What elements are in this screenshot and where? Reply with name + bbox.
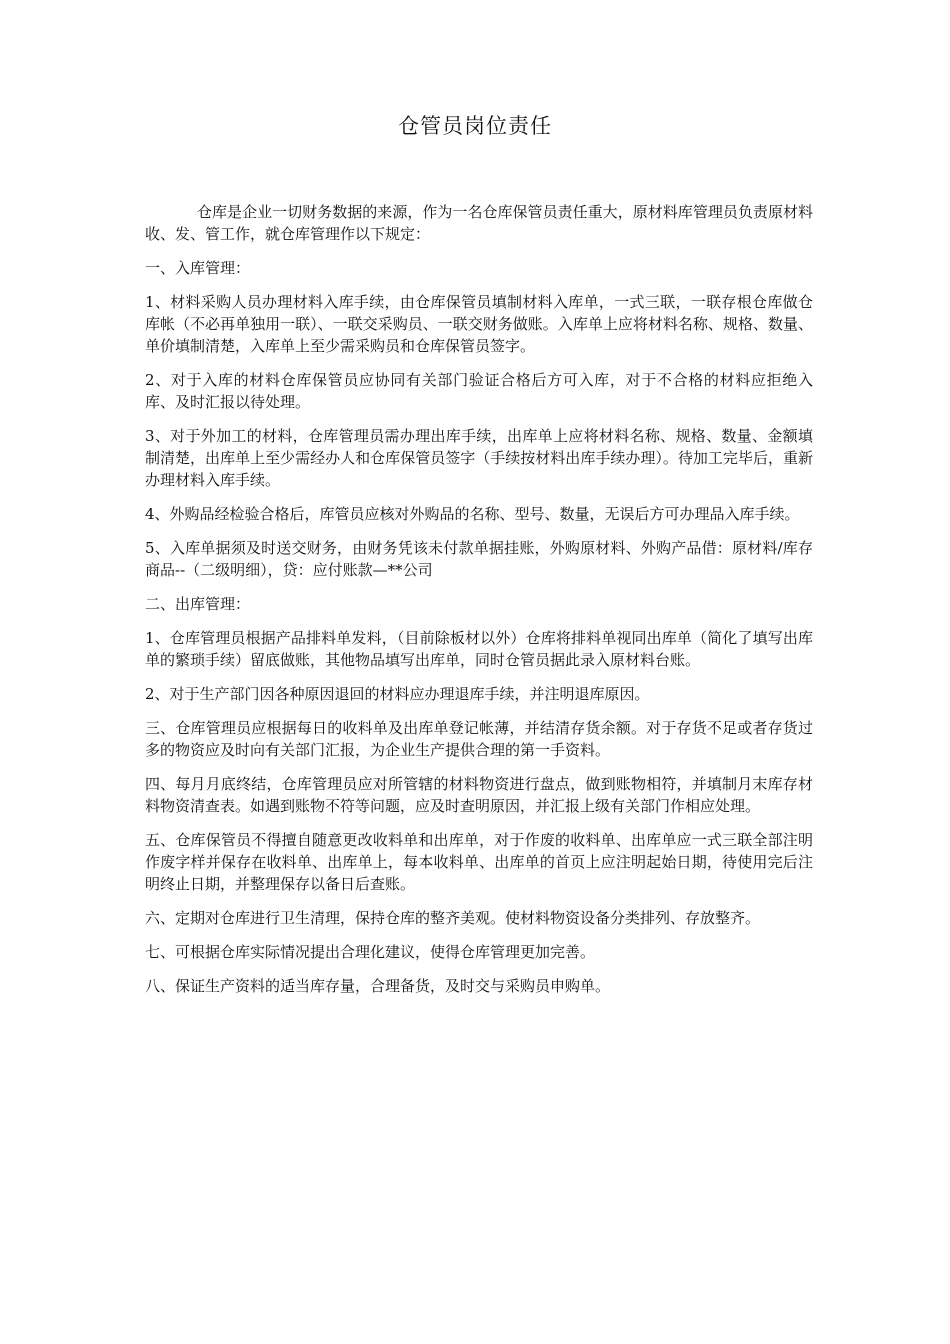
document-body: [145, 201, 813, 1009]
intro-paragraph: 仓库是企业一切财务数据的来源，作为一名仓库保管员责任重大，原材料库管理员负责原材料收、发、管工作，就仓库管理作以下规定：: [145, 203, 813, 243]
paragraph: 七、可根据仓库实际情况提出合理化建议，使得仓库管理更加完善。: [145, 943, 596, 961]
paragraph: 八、保证生产资料的适当库存量，合理备货，及时交与采购员申购单。: [145, 977, 611, 995]
paragraph: 六、定期对仓库进行卫生清理，保持仓库的整齐美观。使材料物资设备分类排列、存放整齐。: [145, 909, 761, 927]
document-title: 仓管员岗位责任: [398, 114, 552, 138]
paragraph: 五、仓库保管员不得擅自随意更改收料单和出库单，对于作废的收料单、出库单应一式三联全部注明作废字样并保存在收料单、出库单上，每本收料单、出库单的首页上应注明起始日期，待使用完后注明终止日期，并整理保存以备日后查账。: [145, 831, 813, 893]
paragraph: 2、对于生产部门因各种原因退回的材料应办理退库手续，并注明退库原因。: [145, 685, 650, 703]
section-heading-outbound: 二、出库管理：: [145, 595, 251, 613]
paragraph: 4、外购品经检验合格后，库管员应核对外购品的名称、型号、数量，无误后方可办理品入库手续。: [145, 505, 800, 523]
paragraph: 2、对于入库的材料仓库保管员应协同有关部门验证合格后方可入库，对于不合格的材料应拒绝入库、及时汇报以待处理。: [145, 371, 813, 411]
paragraph: 四、每月月底终结，仓库管理员应对所管辖的材料物资进行盘点，做到账物相符，并填制月末库存材料物资清查表。如遇到账物不符等问题，应及时查明原因，并汇报上级有关部门作相应处理。: [145, 775, 813, 815]
paragraph: 三、仓库管理员应根据每日的收料单及出库单登记帐薄，并结清存货余额。对于存货不足或者存货过多的物资应及时向有关部门汇报，为企业生产提供合理的第一手资料。: [145, 719, 813, 759]
paragraph: 1、材料采购人员办理材料入库手续，由仓库保管员填制材料入库单，一式三联，一联存根仓库做仓库帐（不必再单独用一联）、一联交采购员、一联交财务做账。入库单上应将材料名称、规格、数量、单价填制清楚，入库单上至少需采购员和仓库保管员签字。: [145, 293, 813, 355]
paragraph: 3、对于外加工的材料，仓库管理员需办理出库手续，出库单上应将材料名称、规格、数量、金额填制清楚，出库单上至少需经办人和仓库保管员签字（手续按材料出库手续办理）。待加工完毕后，重新办理材料入库手续。: [145, 427, 813, 489]
paragraph: 5、入库单据须及时送交财务，由财务凭该未付款单据挂账，外购原材料、外购产品借：原材料/库存商品--（二级明细），贷：应付账款—**公司: [145, 539, 813, 579]
paragraph: 1、仓库管理员根据产品排料单发料，（目前除板材以外）仓库将排料单视同出库单（简化了填写出库单的繁琐手续）留底做账，其他物品填写出库单，同时仓管员据此录入原材料台账。: [145, 629, 813, 669]
section-heading-inbound: 一、入库管理：: [145, 259, 251, 277]
